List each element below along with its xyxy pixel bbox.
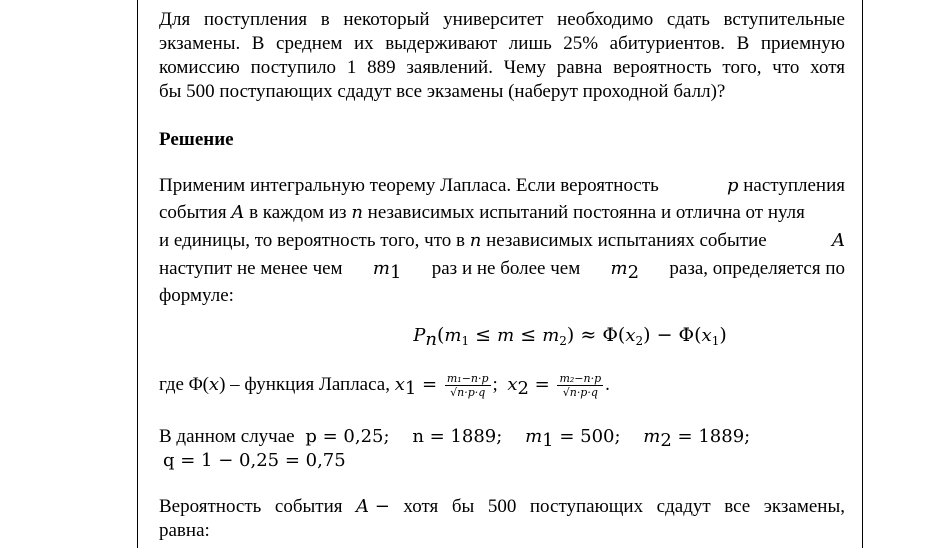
final-text: бы [451, 496, 475, 517]
formula-x1: x [701, 325, 712, 346]
var-m1: m [525, 426, 543, 447]
subscript: 1 [542, 430, 554, 451]
subscript: 2 [660, 430, 672, 451]
formula-le: ≤ [514, 324, 543, 346]
fraction-numerator: m₂−n·p [559, 372, 602, 386]
var-x: x [208, 374, 220, 395]
theorem-text: события [159, 202, 227, 223]
formula-P: P [413, 325, 426, 346]
subscript: 1 [711, 334, 720, 348]
fraction-numerator: m₁−n·p [446, 372, 489, 386]
problem-line-4 [159, 80, 845, 104]
subscript: 1 [461, 334, 470, 348]
theorem-line-5: формуле: [159, 285, 234, 306]
formula-m1: m [444, 325, 462, 346]
var-x1: x [394, 374, 405, 395]
theorem-text: и единицы, то вероятность того, что в [159, 230, 465, 251]
case-p: p = 0,25; [305, 426, 390, 447]
problem-text: комиссию поступило 1 889 заявлений. Чему равна вероятность того, что хотя [159, 57, 845, 78]
case-text: В данном случае [159, 426, 295, 447]
problem-text: бы 500 поступающих сдадут все экзамены (наберут проходной балл)? [159, 81, 726, 102]
case-n: n = 1889; [412, 426, 503, 447]
final-text: поступающих [529, 496, 644, 517]
var-n: n [351, 202, 363, 223]
problem-line-1 [159, 8, 845, 32]
formula-le: ≤ [469, 324, 498, 346]
period: . [605, 374, 610, 395]
var-n: n [469, 230, 482, 251]
subscript: 2 [627, 262, 640, 283]
subscript: 2 [635, 334, 644, 348]
laplace-formula [320, 324, 820, 350]
fraction-x1 [445, 372, 491, 399]
formula-paren: ) [719, 324, 727, 346]
subscript: 2 [559, 334, 567, 348]
theorem-text: раз и не более чем [431, 258, 581, 279]
theorem-text: независимых испытаний постоянна и отлична от нуля [367, 202, 805, 223]
formula-paren: ( [436, 324, 445, 346]
problem-text: Для поступления в некоторый университет необходимо сдать вступительные [159, 9, 845, 30]
fraction-denominator: √n·p·q [562, 386, 598, 400]
fraction-denominator: √n·p·q [450, 386, 486, 400]
subscript: 1 [404, 378, 417, 399]
case-m1-value: = 500; [553, 426, 621, 447]
theorem-text: раза, определяется по [669, 258, 845, 279]
final-text: сдадут [656, 496, 711, 517]
formula-n: n [425, 329, 437, 350]
var-p: p [726, 175, 739, 196]
separator: ; [492, 374, 498, 395]
var-A: A − [356, 496, 390, 517]
page-border-right [862, 0, 863, 548]
formula-approx: ≈ Φ( [574, 324, 626, 346]
theorem-text: в каждом из [249, 202, 347, 223]
case-line-2 [163, 449, 849, 473]
where-line [159, 370, 845, 404]
var-m1: m [372, 258, 390, 279]
formula-m2: m [542, 325, 560, 346]
var-m2: m [610, 258, 628, 279]
page-border-left [137, 0, 138, 548]
formula-minus: ) − Φ( [643, 324, 702, 346]
theorem-text: Применим интегральную теорему Лапласа. Если вероятность [159, 175, 659, 196]
theorem-text: наступления [743, 175, 845, 196]
theorem-text: наступит не менее чем [159, 258, 343, 279]
final-text: Вероятность [159, 496, 262, 517]
formula-x2: x [625, 325, 636, 346]
subscript: 2 [517, 378, 529, 399]
final-text: все [724, 496, 751, 517]
where-text: где Φ( [159, 374, 209, 395]
problem-line-3 [159, 56, 845, 80]
problem-line-2 [159, 32, 845, 56]
theorem-text: независимых испытаниях событие [486, 230, 767, 251]
case-m2-value: = 1889; [671, 426, 751, 447]
theorem-line-1 [159, 174, 845, 198]
final-text: экзамены, [763, 496, 845, 517]
problem-text: экзамены. В среднем их выдерживают лишь 25% абитуриентов. В приемную [159, 33, 845, 54]
var-m2: m [643, 426, 661, 447]
where-text: ) – функция Лапласа, [219, 374, 390, 395]
theorem-line-2 [159, 201, 845, 225]
final-text: события [274, 496, 343, 517]
equals: = [416, 374, 443, 395]
formula-m: m [497, 325, 515, 346]
equals: = [528, 374, 556, 395]
solution-heading: Решение [159, 129, 234, 150]
final-text: хотя [403, 496, 439, 517]
theorem-line-3 [159, 229, 845, 253]
final-line-2: равна: [159, 520, 210, 541]
var-x2: x [507, 374, 518, 395]
var-A: A [832, 230, 845, 251]
theorem-line-4 [159, 257, 845, 285]
fraction-x2 [557, 372, 603, 399]
final-text: 500 [487, 496, 517, 517]
formula-paren: ) [566, 324, 575, 346]
case-q: q = 1 − 0,25 = 0,75 [163, 450, 346, 471]
var-A: A [231, 202, 245, 223]
subscript: 1 [389, 262, 402, 283]
final-line-1 [159, 495, 845, 519]
